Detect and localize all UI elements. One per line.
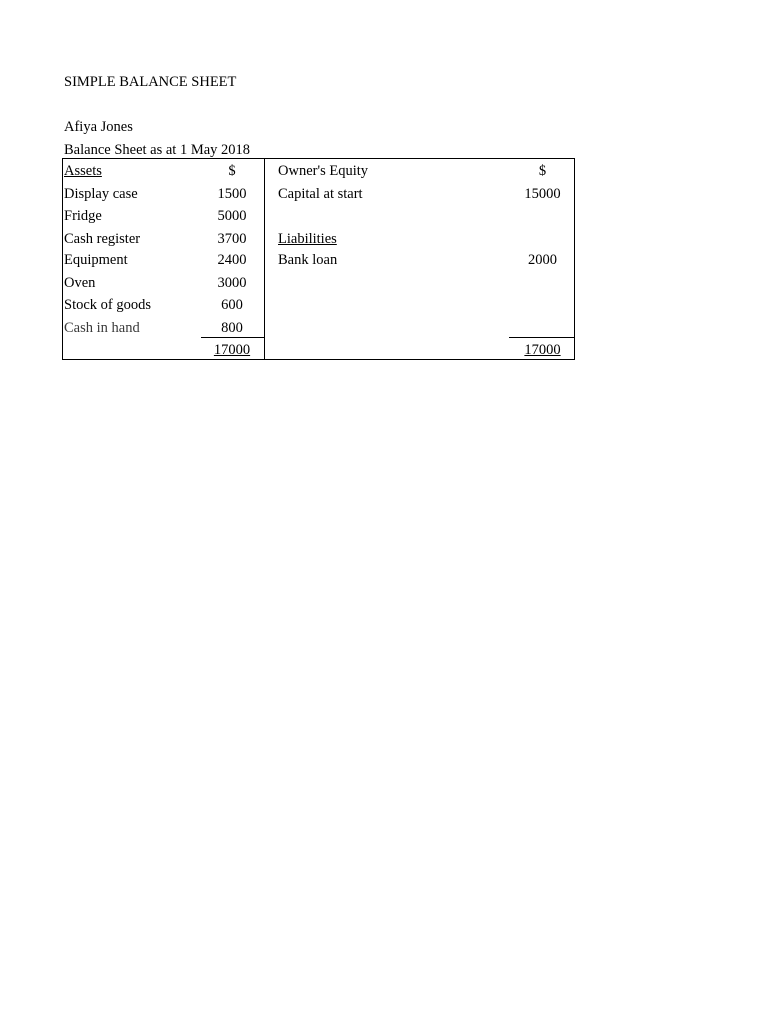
equity-heading: Owner's Equity: [278, 163, 369, 179]
capital-label: Capital at start: [278, 186, 363, 202]
asset-label: Cash register: [64, 231, 141, 247]
document-title: SIMPLE BALANCE SHEET: [64, 74, 237, 90]
asset-label: Stock of goods: [64, 297, 151, 313]
column-divider: [264, 159, 265, 359]
assets-heading: Assets: [64, 163, 102, 179]
asset-label: Equipment: [64, 252, 128, 268]
asset-label: Display case: [64, 186, 138, 202]
asset-value: 3000: [217, 275, 247, 291]
asset-label: Fridge: [64, 208, 102, 224]
equity-liabilities-total: 17000: [524, 342, 561, 358]
asset-value: 800: [221, 320, 243, 336]
capital-value: 15000: [524, 186, 561, 202]
asset-label: Oven: [64, 275, 96, 291]
asset-value: 2400: [217, 252, 247, 268]
assets-currency-header: $: [228, 163, 236, 179]
liability-value: 2000: [528, 252, 557, 268]
asset-value: 600: [221, 297, 243, 313]
balance-sheet-table: [62, 158, 575, 360]
equity-currency-header: $: [538, 163, 547, 179]
asset-value: 3700: [217, 231, 247, 247]
asset-value: 5000: [217, 208, 247, 224]
assets-total-rule: [201, 337, 264, 338]
asset-value: 1500: [217, 186, 247, 202]
balance-sheet-subtitle: Balance Sheet as at 1 May 2018: [64, 142, 251, 158]
liabilities-heading: Liabilities: [278, 231, 337, 247]
asset-label: Cash in hand: [64, 320, 140, 336]
owner-name: Afiya Jones: [64, 119, 133, 135]
liabilities-total-rule: [509, 337, 575, 338]
liability-label: Bank loan: [278, 252, 338, 268]
assets-total: 17000: [213, 342, 251, 358]
